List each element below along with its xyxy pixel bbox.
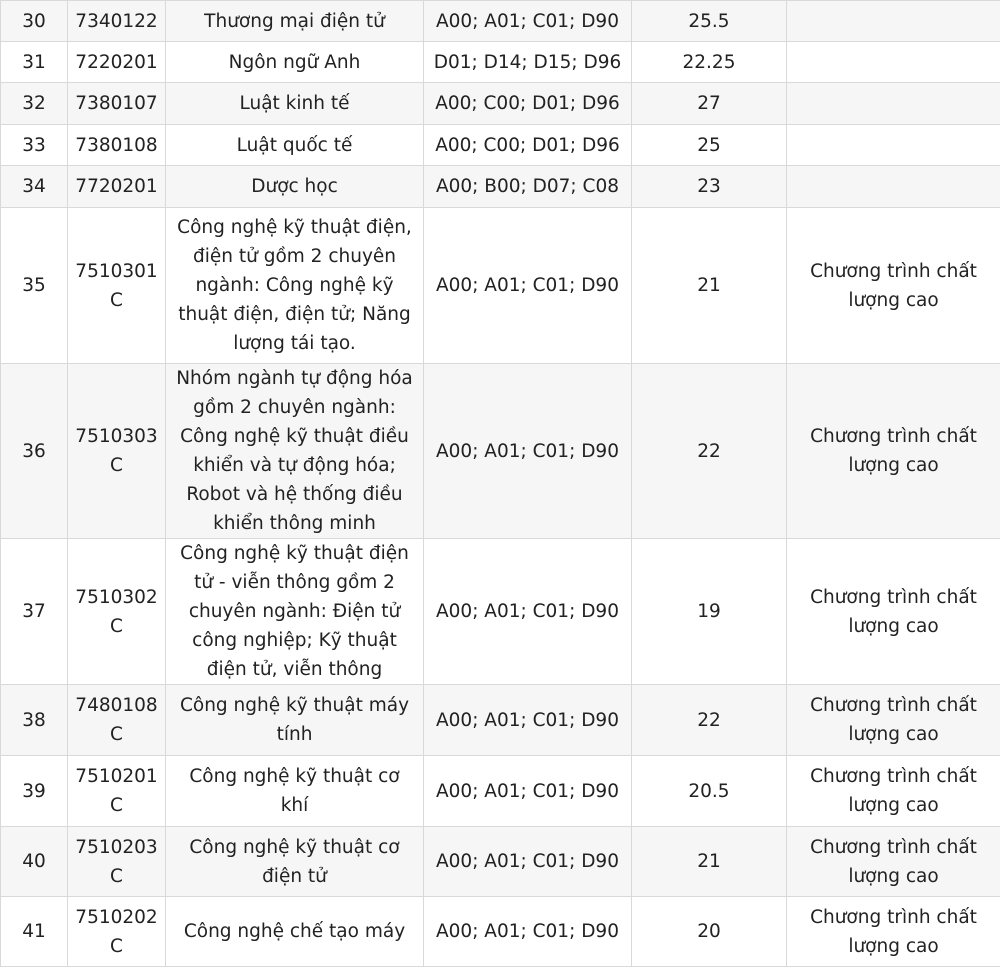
subject-combinations-cell: A00; A01; C01; D90 <box>424 756 632 827</box>
subject-combinations-cell: A00; A01; C01; D90 <box>424 539 632 685</box>
row-number-cell: 31 <box>1 42 68 83</box>
row-number-cell: 35 <box>1 208 68 364</box>
table-row <box>1 125 1000 166</box>
row-number-cell: 38 <box>1 685 68 756</box>
row-number-cell: 34 <box>1 166 68 208</box>
table-row <box>1 364 1000 539</box>
table-row <box>1 42 1000 83</box>
major-code-cell: 7380107 <box>68 83 166 125</box>
table-row <box>1 756 1000 827</box>
table-row <box>1 83 1000 125</box>
subject-combinations-cell: A00; C00; D01; D96 <box>424 125 632 166</box>
major-code-cell: 7510201C <box>68 756 166 827</box>
row-number-cell: 39 <box>1 756 68 827</box>
cutoff-score-cell: 25 <box>632 125 787 166</box>
note-cell <box>787 1 1000 42</box>
row-number-cell: 40 <box>1 827 68 897</box>
cutoff-score-cell: 22 <box>632 364 787 539</box>
subject-combinations-cell: A00; A01; C01; D90 <box>424 897 632 967</box>
table-row <box>1 827 1000 897</box>
note-cell <box>787 42 1000 83</box>
major-name-cell: Dược học <box>166 166 424 208</box>
subject-combinations-cell: A00; A01; C01; D90 <box>424 685 632 756</box>
row-number-cell: 41 <box>1 897 68 967</box>
major-code-cell: 7510203C <box>68 827 166 897</box>
subject-combinations-cell: A00; A01; C01; D90 <box>424 827 632 897</box>
major-code-cell: 7510303C <box>68 364 166 539</box>
cutoff-score-cell: 19 <box>632 539 787 685</box>
table-row <box>1 1 1000 42</box>
major-code-cell: 7340122 <box>68 1 166 42</box>
subject-combinations-cell: A00; A01; C01; D90 <box>424 1 632 42</box>
note-cell <box>787 166 1000 208</box>
cutoff-score-cell: 21 <box>632 827 787 897</box>
subject-combinations-cell: D01; D14; D15; D96 <box>424 42 632 83</box>
major-name-cell: Nhóm ngành tự động hóa gồm 2 chuyên ngành: Công nghệ kỹ thuật điều khiển và tự động hóa; Robot và hệ thống điều khiển thông minh <box>166 364 424 539</box>
subject-combinations-cell: A00; A01; C01; D90 <box>424 364 632 539</box>
major-code-cell: 7380108 <box>68 125 166 166</box>
subject-combinations-cell: A00; C00; D01; D96 <box>424 83 632 125</box>
cutoff-score-cell: 22 <box>632 685 787 756</box>
row-number-cell: 37 <box>1 539 68 685</box>
major-code-cell: 7220201 <box>68 42 166 83</box>
note-cell <box>787 125 1000 166</box>
major-name-cell: Công nghệ kỹ thuật cơ điện tử <box>166 827 424 897</box>
major-code-cell: 7510301C <box>68 208 166 364</box>
subject-combinations-cell: A00; B00; D07; C08 <box>424 166 632 208</box>
table-row <box>1 208 1000 364</box>
subject-combinations-cell: A00; A01; C01; D90 <box>424 208 632 364</box>
note-cell: Chương trình chất lượng cao <box>787 685 1000 756</box>
note-cell: Chương trình chất lượng cao <box>787 756 1000 827</box>
row-number-cell: 30 <box>1 1 68 42</box>
major-name-cell: Công nghệ kỹ thuật cơ khí <box>166 756 424 827</box>
cutoff-score-cell: 20 <box>632 897 787 967</box>
row-number-cell: 33 <box>1 125 68 166</box>
major-name-cell: Ngôn ngữ Anh <box>166 42 424 83</box>
note-cell: Chương trình chất lượng cao <box>787 827 1000 897</box>
table-row <box>1 685 1000 756</box>
cutoff-score-cell: 23 <box>632 166 787 208</box>
major-code-cell: 7480108C <box>68 685 166 756</box>
major-code-cell: 7720201 <box>68 166 166 208</box>
note-cell: Chương trình chất lượng cao <box>787 897 1000 967</box>
major-name-cell: Công nghệ kỹ thuật điện tử - viễn thông gồm 2 chuyên ngành: Điện tử công nghiệp; Kỹ thuật điện tử, viễn thông <box>166 539 424 685</box>
major-name-cell: Công nghệ chế tạo máy <box>166 897 424 967</box>
major-name-cell: Luật kinh tế <box>166 83 424 125</box>
major-name-cell: Công nghệ kỹ thuật máy tính <box>166 685 424 756</box>
row-number-cell: 32 <box>1 83 68 125</box>
major-name-cell: Thương mại điện tử <box>166 1 424 42</box>
row-number-cell: 36 <box>1 364 68 539</box>
note-cell: Chương trình chất lượng cao <box>787 539 1000 685</box>
major-name-cell: Luật quốc tế <box>166 125 424 166</box>
cutoff-score-cell: 25.5 <box>632 1 787 42</box>
cutoff-score-cell: 27 <box>632 83 787 125</box>
cutoff-score-cell: 20.5 <box>632 756 787 827</box>
table-row <box>1 166 1000 208</box>
major-code-cell: 7510302C <box>68 539 166 685</box>
major-code-cell: 7510202C <box>68 897 166 967</box>
cutoff-score-cell: 22.25 <box>632 42 787 83</box>
table-row <box>1 897 1000 967</box>
cutoff-score-cell: 21 <box>632 208 787 364</box>
major-name-cell: Công nghệ kỹ thuật điện, điện tử gồm 2 chuyên ngành: Công nghệ kỹ thuật điện, điện tử; Năng lượng tái tạo. <box>166 208 424 364</box>
note-cell: Chương trình chất lượng cao <box>787 208 1000 364</box>
note-cell: Chương trình chất lượng cao <box>787 364 1000 539</box>
table-row <box>1 539 1000 685</box>
table-body <box>1 1 1000 967</box>
note-cell <box>787 83 1000 125</box>
